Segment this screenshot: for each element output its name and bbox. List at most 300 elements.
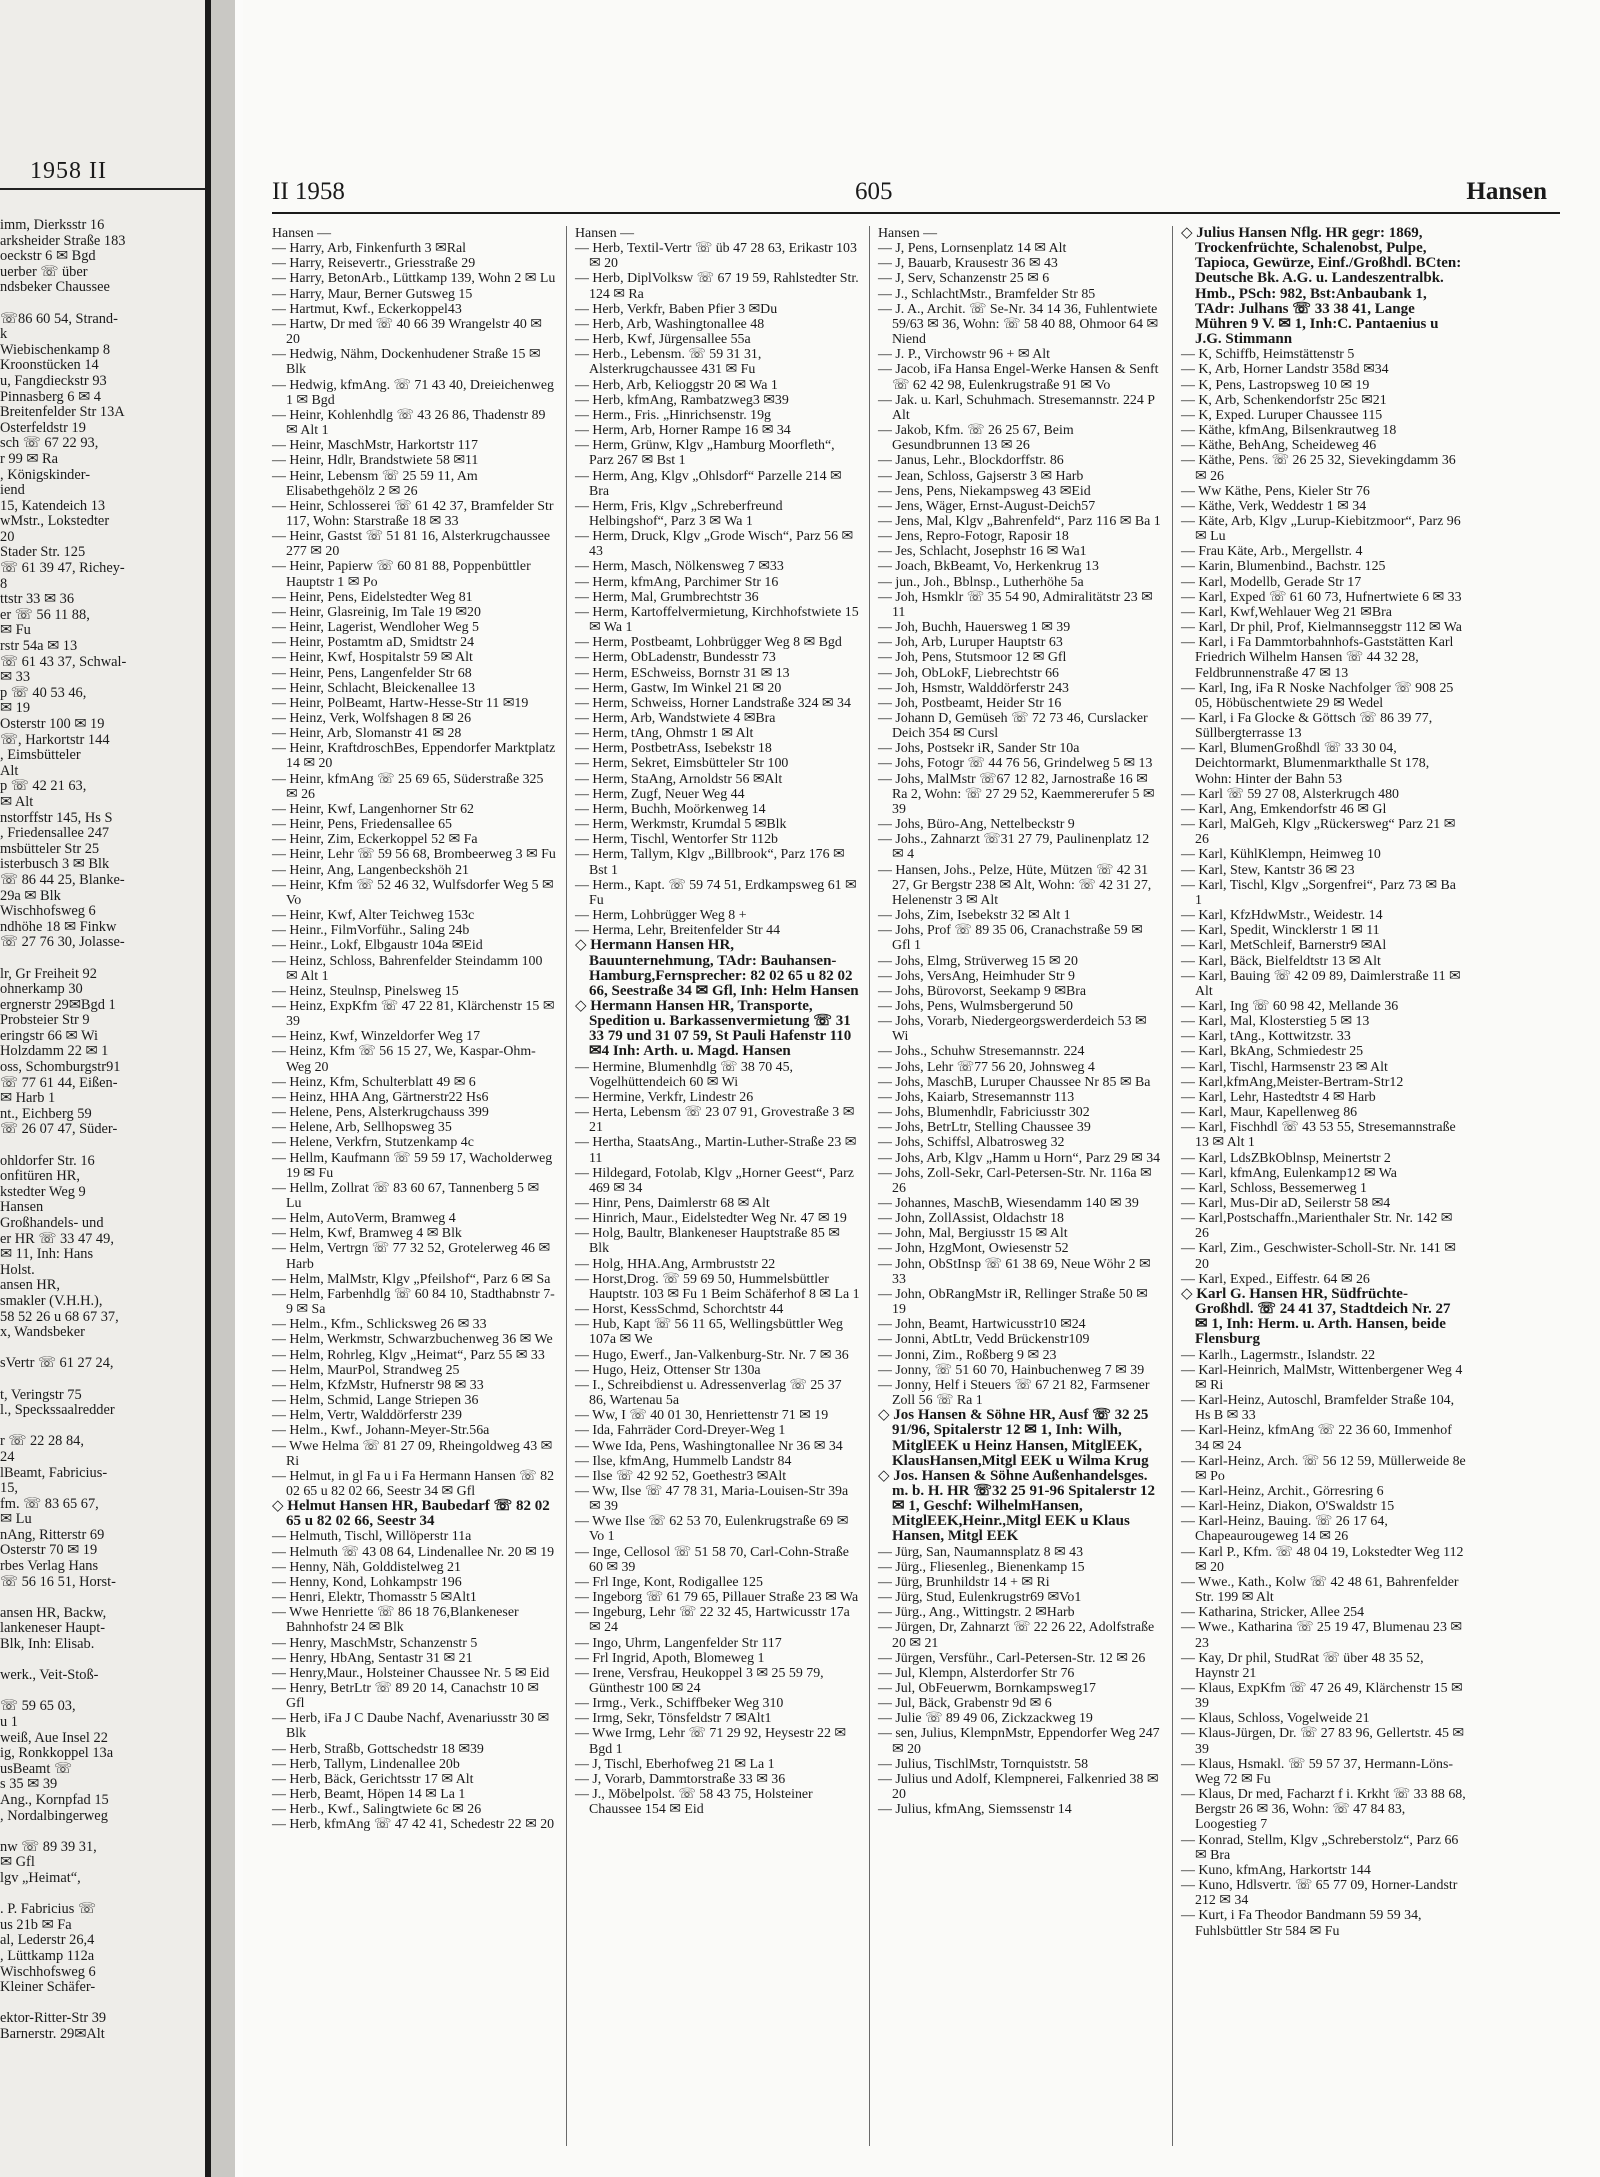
directory-entry: — Karl, Dr phil, Prof, Kielmannseggstr 112 ✉ Wa [1181, 620, 1462, 636]
directory-entry: — Heinr, Kwf, Langenhorner Str 62 [272, 801, 474, 817]
directory-entry: — Herm, Lohbrügger Weg 8 + [575, 908, 747, 924]
directory-entry: — Joach, BkBeamt, Vo, Herkenkrug 13 [878, 559, 1099, 575]
left-page-line: , Friedensallee 247 [0, 825, 110, 842]
directory-entry: — Karl, LdsZBkOblnsp, Meinertstr 2 [1181, 1150, 1391, 1166]
directory-entry: — Hedwig, kfmAng. ☏ 71 43 40, Dreieichenweg 1 ✉ Bgd [272, 377, 555, 408]
directory-entry: — Herm, tAng, Ohmstr 1 ✉ Alt [575, 726, 754, 742]
directory-entry: — Frau Käte, Arb., Mergellstr. 4 [1181, 544, 1363, 560]
directory-entry: — Herm., Fris. „Hinrichsenstr. 19g [575, 407, 771, 423]
left-page-line: ✉ Gfl [0, 1854, 35, 1871]
directory-entry: — Käthe, Pens. ☏ 26 25 32, Sievekingdamm 36 ✉ 26 [1181, 453, 1456, 484]
directory-entry: — Wwe., Katharina ☏ 25 19 47, Blumenau 23 ✉ 23 [1181, 1620, 1463, 1651]
left-page-line: nAng, Ritterstr 69 [0, 1526, 105, 1543]
directory-entry: — Holg, Baultr, Blankeneser Hauptstraße 85 ✉ Blk [575, 1226, 840, 1257]
page-header [272, 178, 1560, 208]
directory-entry: — Heinr, Kwf, Alter Teichweg 153c [272, 908, 475, 924]
directory-entry: — Heinr, PolBeamt, Hartw-Hesse-Str 11 ✉19 [272, 695, 529, 711]
directory-entry: — Helm., Kfm., Schlicksweg 26 ✉ 33 [272, 1317, 487, 1333]
directory-entry: — Ww Käthe, Pens, Kieler Str 76 [1181, 483, 1370, 499]
directory-entry: — Helmut, in gl Fa u i Fa Hermann Hansen ☏ 82 02 65 u 82 02 66, Seestr 34 ✉ Gfl [272, 1468, 555, 1499]
directory-entry: — Heinz, HHA Ang, Gärtnerstr22 Hs6 [272, 1089, 489, 1105]
directory-entry: — Johs., Zahnarzt ☏31 27 79, Paulinenplatz 12 ✉ 4 [878, 832, 1150, 863]
left-page-line: Osterstr 70 ✉ 19 [0, 1542, 98, 1559]
directory-entry: — jun., Joh., Bblnsp., Lutherhöhe 5a [878, 574, 1084, 590]
directory-entry: — Helene, Verkfrn, Stutzenkamp 4c [272, 1135, 474, 1151]
directory-entry: — Herm, Masch, Nölkensweg 7 ✉33 [575, 559, 784, 575]
directory-entry: — Karl-Heinz, Arch. ☏ 56 12 59, Müllerweide 8e ✉ Po [1181, 1453, 1466, 1484]
directory-column-2 [575, 226, 860, 1817]
directory-entry: — Herb, Bäck, Gerichtsstr 17 ✉ Alt [272, 1771, 474, 1787]
directory-entry: — Herm, Buchh, Moörkenweg 14 [575, 801, 766, 817]
left-page-line: onfitüren HR, [0, 1168, 80, 1185]
left-page-line: msbütteler Str 25 [0, 840, 100, 857]
directory-entry: — Joh, Arb, Luruper Hauptstr 63 [878, 635, 1063, 651]
left-page-line: lgv „Heimat“, [0, 1869, 81, 1886]
left-page-line: Probsteier Str 9 [0, 1012, 90, 1029]
directory-entry: — Harry, Maur, Berner Gutsweg 15 [272, 286, 473, 302]
column-divider [869, 226, 870, 2146]
left-page-line: Hansen [0, 1199, 44, 1216]
left-page-line: Großhandels- und [0, 1215, 104, 1231]
left-page-line: fm. ☏ 83 65 67, [0, 1495, 99, 1512]
directory-entry: — Johs, Lehr ☏77 56 20, Johnsweg 4 [878, 1059, 1095, 1075]
directory-entry: — Helm, Farbenhdlg ☏ 60 84 10, Stadthabnstr 7-9 ✉ Sa [272, 1286, 555, 1318]
directory-entry: — Jonni, AbtLtr, Vedd Brückenstr109 [878, 1332, 1090, 1348]
directory-columns [272, 226, 1560, 2156]
directory-entry: — Hedwig, Nähm, Dockenhudener Straße 15 ✉ Blk [272, 347, 541, 378]
directory-entry: — Karlh., Lagermstr., Islandstr. 22 [1181, 1347, 1376, 1363]
directory-entry: — Harry, Arb, Finkenfurth 3 ✉Ral [272, 241, 466, 257]
directory-entry: — Herm, Tischl, Wentorfer Str 112b [575, 832, 778, 848]
left-page-line: t, Veringstr 75 [0, 1386, 82, 1403]
directory-entry: — Karl, Mus-Dir aD, Seilerstr 58 ✉4 [1181, 1196, 1391, 1211]
directory-entry: — Herm, ESchweiss, Bornstr 31 ✉ 13 [575, 665, 790, 681]
left-page-line: Blk, Inh: Elisab. [0, 1636, 95, 1653]
directory-entry: — Hugo, Ewerf., Jan-Valkenburg-Str. Nr. 7 ✉ 36 [575, 1347, 849, 1363]
left-page-header: 1958 II [30, 158, 107, 184]
directory-entry: — Heinr., FilmVorführ., Saling 24b [272, 923, 470, 939]
directory-entry: — Heinz, Schloss, Bahrenfelder Steindamm 100 ✉ Alt 1 [272, 953, 543, 984]
directory-entry: — Hertha, StaatsAng., Martin-Luther-Straße 23 ✉ 11 [575, 1135, 857, 1166]
directory-entry: — Herb, Arb, Washingtonallee 48 [575, 316, 765, 332]
left-page-line: isterbusch 3 ✉ Blk [0, 856, 110, 873]
left-page-line: al, Lederstr 26,4 [0, 1932, 95, 1949]
directory-entry: — John, HzgMont, Owiesenstr 52 [878, 1241, 1069, 1257]
directory-entry: — Helmuth, Tischl, Willöperstr 11a [272, 1529, 472, 1545]
left-page-line: ✉ 19 [0, 700, 31, 717]
directory-entry: — Ingeborg ☏ 61 79 65, Pillauer Straße 23 ✉ Wa [575, 1590, 859, 1606]
directory-firm-entry: ◇ Karl G. Hansen HR, Südfrüchte-Großhdl. ☏ 24 41 37, Stadtdeich Nr. 27 ✉ 1, Inh: Herm. u. Arth. Hansen, beide Flensburg [1181, 1285, 1451, 1348]
directory-entry: — Wwe Helma ☏ 81 27 09, Rheingoldweg 43 ✉ Ri [272, 1438, 553, 1469]
directory-entry: — Hartw, Dr med ☏ 40 66 39 Wrangelstr 40 ✉ 20 [272, 316, 542, 348]
directory-entry: — J. P., Virchowstr 96 + ✉ Alt [878, 347, 1050, 363]
directory-entry: — J., Möbelpolst. ☏ 58 43 75, Holsteiner Chaussee 154 ✉ Eid [575, 1787, 813, 1818]
left-page-line: nt., Eichberg 59 [0, 1105, 92, 1122]
directory-entry: — Herm, Postbeamt, Lohbrügger Weg 8 ✉ Bgd [575, 635, 842, 651]
directory-entry: — Heinr, KraftdroschBes, Eppendorfer Marktplatz 14 ✉ 20 [272, 741, 556, 772]
directory-entry: — Jonni, Zim., Roßberg 9 ✉ 23 [878, 1347, 1057, 1363]
left-page-line: Osterfeldstr 19 [0, 419, 86, 436]
directory-entry: — Johs, BetrLtr, Stelling Chaussee 39 [878, 1120, 1091, 1136]
left-page-line: 20 [0, 528, 15, 545]
directory-entry: — Wwe., Kath., Kolw ☏ 42 48 61, Bahrenfelder Str. 199 ✉ Alt [1181, 1574, 1459, 1606]
directory-entry: — Karl P., Kfm. ☏ 48 04 19, Lokstedter Weg 112 ✉ 20 [1181, 1544, 1464, 1575]
directory-entry: — Helm, MalMstr, Klgv „Pfeilshof“, Parz 6 ✉ Sa [272, 1271, 551, 1287]
directory-entry: — Konrad, Stellm, Klgv „Schreberstolz“, Parz 66 ✉ Bra [1181, 1832, 1459, 1863]
directory-entry: — Klaus-Jürgen, Dr. ☏ 27 83 96, Gellertstr. 45 ✉ 39 [1181, 1726, 1465, 1757]
left-page-line [0, 1341, 205, 1357]
column-head: Hansen — [272, 226, 332, 241]
left-page-line: 29a ✉ Blk [0, 887, 61, 904]
left-page-line: Wiebischenkamp 8 [0, 341, 111, 358]
left-page-line: kstedter Weg 9 [0, 1183, 86, 1200]
left-page-line: p ☏ 40 53 46, [0, 684, 87, 701]
left-page-line: u, Fangdieckstr 93 [0, 372, 107, 389]
directory-entry: — Jens, Repro-Fotogr, Raposir 18 [878, 529, 1069, 545]
left-page-line: Barnerstr. 29✉Alt [0, 2025, 105, 2042]
directory-entry: — Herm, ObLadenstr, Bundesstr 73 [575, 650, 776, 666]
directory-entry: — Julius, TischlMstr, Tornquiststr. 58 [878, 1756, 1089, 1772]
directory-entry: — John, ObRangMstr iR, Rellinger Straße 50 ✉ 19 [878, 1286, 1148, 1318]
directory-entry: — Ingo, Uhrm, Langenfelder Str 117 [575, 1635, 782, 1651]
directory-entry: — Helm, MaurPol, Strandweg 25 [272, 1362, 460, 1378]
directory-entry: — Klaus, Hsmakl. ☏ 59 57 37, Hermann-Löns-Weg 72 ✉ Fu [1181, 1756, 1453, 1787]
directory-entry: — Henri, Elektr, Thomasstr 5 ✉Alt1 [272, 1590, 477, 1606]
directory-entry: — Käthe, Verk, Weddestr 1 ✉ 34 [1181, 498, 1367, 514]
directory-entry: — Helm, KfzMstr, Hufnerstr 98 ✉ 33 [272, 1377, 484, 1393]
left-page-line: sVertr ☏ 61 27 24, [0, 1355, 114, 1372]
directory-entry: — Karl, Schloss, Bessemerweg 1 [1181, 1180, 1367, 1196]
directory-entry: — Heinr, kfmAng ☏ 25 69 65, Süderstraße 325 ✉ 26 [272, 771, 544, 802]
directory-entry: — Karl, Ing ☏ 60 98 42, Mellande 36 [1181, 998, 1399, 1014]
left-page-line [0, 296, 205, 312]
left-page-line [0, 1824, 205, 1840]
directory-entry: — Herm, Arb, Wandstwiete 4 ✉Bra [575, 711, 776, 726]
directory-entry: — Heinr, Glasreinig, Im Tale 19 ✉20 [272, 604, 481, 620]
directory-entry: — Karl, Tischl, Harmsenstr 23 ✉ Alt [1181, 1059, 1388, 1075]
left-page-line: ☏ 26 07 47, Süder- [0, 1121, 118, 1138]
directory-entry: — Karl, kfmAng, Eulenkamp12 ✉ Wa [1181, 1165, 1397, 1181]
directory-entry: — Johs, Kaiarb, Stresemannstr 113 [878, 1089, 1075, 1105]
directory-entry: — Heinz, Kfm ☏ 56 15 27, We, Kaspar-Ohm-Weg 20 [272, 1044, 536, 1075]
directory-entry: — Ww, I ☏ 40 01 30, Henriettenstr 71 ✉ 19 [575, 1408, 829, 1424]
directory-entry: — Joh, Hsmklr ☏ 35 54 90, Admiralitätstr 23 ✉ 11 [878, 589, 1153, 620]
left-page-line: ektor-Ritter-Str 39 [0, 2010, 107, 2027]
left-page-line: r ☏ 22 28 84, [0, 1433, 84, 1450]
left-page-line: eringstr 66 ✉ Wi [0, 1027, 98, 1044]
directory-entry: — Heinr, Schlosserei ☏ 61 42 37, Bramfelder Str 117, Wohn: Starstraße 18 ✉ 33 [272, 498, 554, 529]
directory-entry: — Irmg, Sekr, Tönsfeldstr 7 ✉Alt1 [575, 1711, 772, 1727]
left-page-line: sch ☏ 67 22 93, [0, 435, 99, 452]
directory-entry: — Johs, MaschB, Luruper Chaussee Nr 85 ✉ Ba [878, 1074, 1151, 1090]
directory-entry: — Karl-Heinz, kfmAng ☏ 22 36 60, Immenhof 34 ✉ 24 [1181, 1423, 1452, 1454]
directory-entry: — Wwe Ida, Pens, Washingtonallee Nr 36 ✉ 34 [575, 1438, 843, 1454]
directory-entry: — Herb., Lebensm. ☏ 59 31 31, Alsterkrugchaussee 431 ✉ Fu [575, 347, 762, 378]
directory-entry: — Ilse, kfmAng, Hummelb Landstr 84 [575, 1453, 792, 1469]
directory-entry: — K, Arb, Horner Landstr 358d ✉34 [1181, 362, 1389, 378]
directory-entry: — Herm, Mal, Grumbrechtstr 36 [575, 589, 759, 605]
directory-entry: — Joh, ObLokF, Liebrechtstr 66 [878, 665, 1059, 681]
left-page-line: lBeamt, Fabricius- [0, 1464, 108, 1481]
left-page-line: Wischhofsweg 6 [0, 1963, 96, 1980]
directory-entry: — Horst,Drog. ☏ 59 69 50, Hummelsbüttler Hauptstr. 103 ✉ Fu 1 Beim Schäferhof 8 ✉ La 1 [575, 1271, 860, 1302]
left-page-line: 24 [0, 1448, 15, 1465]
left-page-line: 15, [0, 1480, 18, 1497]
directory-firm-entry: ◇ Helmut Hansen HR, Baubedarf ☏ 82 02 65 u 82 02 66, Seestr 34 [272, 1498, 550, 1530]
left-page-line: ✉ Fu [0, 622, 31, 639]
directory-entry: — K, Pens, Lastropsweg 10 ✉ 19 [1181, 377, 1370, 393]
left-page-line: ansen HR, Backw, [0, 1604, 107, 1621]
directory-entry: — Karl, Ang, Emkendorfstr 46 ✉ Gl [1181, 801, 1387, 817]
page-number: 605 [855, 178, 893, 205]
directory-entry: — Helm, Kwf, Bramweg 4 ✉ Blk [272, 1226, 462, 1242]
left-page-line [0, 1590, 205, 1606]
directory-entry: — Kuno, kfmAng, Harkortstr 144 [1181, 1862, 1371, 1878]
directory-entry: — Karl, Fischhdl ☏ 43 53 55, Stresemannstraße 13 ✉ Alt 1 [1181, 1120, 1456, 1151]
directory-entry: — Jakob, Kfm. ☏ 26 25 67, Beim Gesundbrunnen 13 ✉ 26 [878, 423, 1074, 454]
directory-entry: — Herm, Grünw, Klgv „Hamburg Moorfleth“, Parz 267 ✉ Bst 1 [575, 438, 835, 469]
directory-entry: — Herm, Zugf, Neuer Weg 44 [575, 786, 745, 802]
directory-entry: — Frl Inge, Kont, Rodigallee 125 [575, 1574, 763, 1590]
directory-entry: — Karl, BlumenGroßhdl ☏ 33 30 04, Deichtormarkt, Blumenmarkthalle St 178, Wohn: Hinter der Bahn 53 [1181, 741, 1430, 787]
directory-entry: — Heinr, Gastst ☏ 51 81 16, Alsterkrugchaussee 277 ✉ 20 [272, 529, 550, 560]
directory-entry: — Jens, Mal, Klgv „Bahrenfeld“, Parz 116 ✉ Ba 1 [878, 513, 1161, 529]
directory-firm-entry: ◇ Hermann Hansen HR, Bauunternehmung, TAdr: Bauhansen-Hamburg,Fernsprecher: 82 02 65 u 82 02 66, Seestraße 34 ✉ Gfl, Inh: Helm Hansen [575, 937, 859, 999]
directory-page [243, 0, 1600, 2177]
directory-entry: — Johs, Schiffsl, Albatrosweg 32 [878, 1135, 1065, 1151]
directory-entry: — Hinrich, Maur., Eidelstedter Weg Nr. 47 ✉ 19 [575, 1211, 847, 1227]
directory-entry: — Hub, Kapt ☏ 56 11 65, Wellingsbüttler Weg 107a ✉ We [575, 1317, 843, 1348]
directory-entry: — Herb, Straßb, Gottschedstr 18 ✉39 [272, 1741, 484, 1757]
directory-entry: — Horst, KessSchmd, Schorchtstr 44 [575, 1302, 784, 1318]
directory-entry: — Joh, Buchh, Hauersweg 1 ✉ 39 [878, 620, 1071, 636]
left-page-line: ig, Ronkkoppel 13a [0, 1745, 114, 1762]
directory-entry: — Karl, KfzHdwMstr., Weidestr. 14 [1181, 908, 1383, 924]
directory-entry: — Jes, Schlacht, Josephstr 16 ✉ Wa1 [878, 544, 1087, 560]
directory-entry: — Wwe Irmg, Lehr ☏ 71 29 92, Heysestr 22 ✉ Bgd 1 [575, 1726, 847, 1757]
left-page-line: er ☏ 56 11 88, [0, 606, 90, 623]
directory-entry: — Herb, kfmAng, Rambatzweg3 ✉39 [575, 392, 789, 408]
left-page-line: Holst. [0, 1261, 35, 1278]
left-page-line: Kroonstücken 14 [0, 357, 99, 374]
directory-entry: — Karl, Bäck, Bielfeldtstr 13 ✉ Alt [1181, 953, 1381, 969]
directory-entry: — Käthe, BehAng, Scheideweg 46 [1181, 438, 1377, 454]
directory-entry: — John, ZollAssist, Oldachstr 18 [878, 1211, 1064, 1227]
directory-entry: — Kay, Dr phil, StudRat ☏ über 48 35 52, Haynstr 21 [1181, 1650, 1424, 1681]
directory-entry: — Karl,kfmAng,Meister-Bertram-Str12 [1181, 1074, 1404, 1090]
left-page-line: nw ☏ 89 39 31, [0, 1838, 97, 1855]
directory-entry: — Johannes, MaschB, Wiesendamm 140 ✉ 39 [878, 1196, 1139, 1211]
directory-entry: — Herb, Beamt, Höpen 14 ✉ La 1 [272, 1787, 466, 1803]
directory-entry: — Harry, BetonArb., Lüttkamp 139, Wohn 2 ✉ Lu [272, 271, 556, 287]
directory-column-4 [1181, 226, 1466, 1939]
directory-entry: — Karl, Stew, Kantstr 36 ✉ 23 [1181, 862, 1355, 878]
directory-entry: — Heinr, Lehr ☏ 59 56 68, Brombeerweg 3 ✉ Fu [272, 847, 556, 863]
column-head: Hansen — [878, 226, 938, 241]
directory-entry: — J, Serv, Schanzenstr 25 ✉ 6 [878, 271, 1050, 287]
directory-entry: — Heinr, Kohlenhdlg ☏ 43 26 86, Thadenstr 89 ✉ Alt 1 [272, 407, 546, 439]
directory-entry: — Jonny, ☏ 51 60 70, Hainbuchenweg 7 ✉ 39 [878, 1362, 1145, 1378]
directory-entry: — Hellm, Kaufmann ☏ 59 59 17, Wacholderweg 19 ✉ Fu [272, 1150, 553, 1181]
directory-entry: — Heinr, MaschMstr, Harkortstr 117 [272, 438, 478, 454]
directory-entry: — Karl-Heinz, Archit., Görresring 6 [1181, 1483, 1384, 1499]
left-page-line: Pinnasberg 6 ✉ 4 [0, 388, 101, 405]
directory-entry: — Herb, DiplVolksw ☏ 67 19 59, Rahlstedter Str. 124 ✉ Ra [575, 271, 859, 302]
left-page-line [0, 1372, 205, 1388]
directory-entry: — Karl, Tischl, Klgv „Sorgenfrei“, Parz 73 ✉ Ba 1 [1181, 877, 1456, 908]
directory-entry: — Karl, KühlKlempn, Heimweg 10 [1181, 847, 1381, 863]
directory-entry: — Jul, Bäck, Grabenstr 9d ✉ 6 [878, 1696, 1052, 1712]
header-rule [272, 212, 1560, 214]
left-page-line: p ☏ 42 21 63, [0, 778, 87, 795]
directory-entry: — Herm, kfmAng, Parchimer Str 16 [575, 574, 779, 590]
directory-entry: — Heinz, ExpKfm ☏ 47 22 81, Klärchenstr 15 ✉ 39 [272, 998, 555, 1030]
directory-entry: — J, Pens, Lornsenplatz 14 ✉ Alt [878, 241, 1067, 257]
directory-entry: — Jens, Pens, Niekampsweg 43 ✉Eid [878, 483, 1091, 499]
directory-entry: — Johs, VersAng, Heimhuder Str 9 [878, 968, 1075, 984]
left-page-line: ndhöhe 18 ✉ Finkw [0, 918, 117, 935]
directory-entry: — Karl, Mal, Klosterstieg 5 ✉ 13 [1181, 1014, 1370, 1030]
directory-entry: — Jacob, iFa Hansa Engel-Werke Hansen & Senft ☏ 62 42 98, Eulenkrugstraße 91 ✉ Vo [878, 362, 1159, 393]
directory-entry: — Heinr, Zim, Eckerkoppel 52 ✉ Fa [272, 832, 478, 848]
directory-entry: — Frl Ingrid, Apoth, Blomeweg 1 [575, 1650, 765, 1666]
directory-entry: — Klaus, ExpKfm ☏ 47 26 49, Klärchenstr 15 ✉ 39 [1181, 1681, 1463, 1712]
directory-entry: — Helene, Pens, Alsterkrugchauss 399 [272, 1105, 489, 1121]
directory-entry: — K, Arb, Schenkendorfstr 25c ✉21 [1181, 392, 1387, 408]
left-page-line: ✉ Alt [0, 793, 34, 810]
directory-entry: — Ingeburg, Lehr ☏ 22 32 45, Hartwicusstr 17a ✉ 24 [575, 1605, 850, 1636]
directory-entry: — Julie ☏ 89 49 06, Zickzackweg 19 [878, 1711, 1093, 1727]
directory-entry: — Jürg, Brunhildstr 14 + ✉ Ri [878, 1574, 1050, 1590]
left-page-line: Stader Str. 125 [0, 544, 86, 561]
directory-entry: — Johs, Vorarb, Niedergeorgswerderdeich 53 ✉ Wi [878, 1014, 1147, 1045]
directory-entry: — Helm, Werkmstr, Schwarzbuchenweg 36 ✉ We [272, 1332, 553, 1348]
left-page-line: uerber ☏ über [0, 263, 88, 280]
left-page-line: r 99 ✉ Ra [0, 450, 59, 467]
directory-entry: — Heinr, Pens, Friedensallee 65 [272, 817, 452, 833]
directory-entry: — Julius, kfmAng, Siemssenstr 14 [878, 1802, 1072, 1818]
directory-entry: — Jak. u. Karl, Schuhmach. Stresemannstr. 224 P Alt [878, 392, 1155, 423]
left-page-line: Wischhofsweg 6 [0, 903, 96, 920]
directory-entry: — Karl, tAng., Kottwitzstr. 33 [1181, 1029, 1351, 1045]
left-page-line: Osterstr 100 ✉ 19 [0, 716, 105, 732]
directory-entry: — Helm, AutoVerm, Bramweg 4 [272, 1211, 456, 1227]
directory-entry: — Jürgen, Dr, Zahnarzt ☏ 22 26 22, Adolfstraße 20 ✉ 21 [878, 1620, 1155, 1651]
directory-entry: — Karl-Heinz, Bauing. ☏ 26 17 64, Chapeaurougeweg 14 ✉ 26 [1181, 1514, 1388, 1545]
running-name: Hansen [1466, 178, 1547, 205]
directory-entry: — Heinr, Pens, Eidelstedter Weg 81 [272, 589, 473, 605]
directory-entry: — Karl, MalGeh, Klgv „Rückersweg“ Parz 21 ✉ 26 [1181, 817, 1456, 848]
left-page-line: Ang., Kornpfad 15 [0, 1791, 109, 1808]
directory-entry: — Herm, Kartoffelvermietung, Kirchhofstwiete 15 ✉ Wa 1 [575, 604, 859, 636]
directory-firm-entry: ◇ Jos Hansen & Söhne HR, Ausf ☏ 32 25 91/96, Spitalerstr 12 ✉ 1, Inh: Wilh, MitglEEK u Heinz Hansen, MitglEEK, KlausHansen,Mitgl EEK u Wilma Krug [878, 1407, 1149, 1469]
directory-entry: — Herm, Fris, Klgv „Schreberfreund Helbingshof“, Parz 3 ✉ Wa 1 [575, 498, 783, 529]
left-page-line: ✉ Lu [0, 1511, 32, 1528]
directory-entry: — Hildegard, Fotolab, Klgv „Horner Geest“, Parz 469 ✉ 34 [575, 1165, 854, 1196]
directory-entry: — Johs, MalMstr ☏67 12 82, Jarnostraße 16 ✉ Ra 2, Wohn: ☏ 27 29 52, Kaemmererufer 5 ✉ 39 [878, 771, 1155, 817]
left-page-line: , Nordalbingerweg [0, 1807, 108, 1824]
directory-entry: — Jens, Wäger, Ernst-August-Deich57 [878, 498, 1096, 514]
directory-entry: — Helm, Vertrgn ☏ 77 32 52, Grotelerweg 46 ✉ Harb [272, 1241, 551, 1272]
directory-entry: — Hugo, Heiz, Ottenser Str 130a [575, 1362, 761, 1378]
left-page-line [0, 1653, 205, 1669]
left-page-line: . P. Fabricius ☏ [0, 1901, 96, 1918]
left-page-line [0, 951, 205, 967]
directory-entry: — Karl-Heinz, Autoschl, Bramfelder Straße 104, Hs B ✉ 33 [1181, 1393, 1455, 1424]
left-page-line: , Eimsbütteler [0, 747, 81, 764]
left-page-line: arksheider Straße 183 [0, 232, 126, 249]
left-page-line: ☏ 86 44 25, Blanke- [0, 871, 125, 888]
directory-entry: — Helm, Rohrleg, Klgv „Heimat“, Parz 55 ✉ 33 [272, 1347, 545, 1363]
directory-entry: — Heinr, Arb, Slomanstr 41 ✉ 28 [272, 726, 462, 742]
left-page-line: smakler (V.H.H.), [0, 1292, 103, 1309]
left-page-line: imm, Dierksstr 16 [0, 217, 105, 233]
left-page-line: 58 52 26 u 68 67 37, [0, 1308, 119, 1325]
directory-entry: — Karl, Exped., Eiffestr. 64 ✉ 26 [1181, 1271, 1370, 1287]
directory-entry: — Käte, Arb, Klgv „Lurup-Kiebitzmoor“, Parz 96 ✉ Lu [1181, 513, 1461, 545]
directory-entry: — Herm., Kapt. ☏ 59 74 51, Erdkampsweg 61 ✉ Fu [575, 877, 857, 908]
directory-entry: — Karl, MetSchleif, Barnerstr9 ✉Al [1181, 938, 1387, 954]
directory-entry: — Herb, Textil-Vertr ☏ üb 47 28 63, Erikastr 103 ✉ 20 [575, 241, 857, 272]
directory-entry: — Herm, StaAng, Arnoldstr 56 ✉Alt [575, 771, 783, 787]
left-page-line: lr, Gr Freiheit 92 [0, 965, 97, 982]
directory-entry: — Karl-Heinz, Diakon, O'Swaldstr 15 [1181, 1499, 1395, 1515]
directory-entry: — Herb, Tallym, Lindenallee 20b [272, 1756, 460, 1772]
directory-entry: — Johann D, Gemüseh ☏ 72 73 46, Curslacker Deich 354 ✉ Cursl [878, 711, 1148, 742]
directory-entry: — Herb., Kwf., Salingtwiete 6c ✉ 26 [272, 1802, 482, 1818]
directory-entry: — John, ObStInsp ☏ 61 38 69, Neue Wöhr 2 ✉ 33 [878, 1256, 1151, 1287]
directory-entry: — Joh, Pens, Stutsmoor 12 ✉ Gfl [878, 650, 1067, 666]
directory-entry: — Heinr, Lagerist, Wendloher Weg 5 [272, 620, 479, 636]
directory-entry: — Herm, Druck, Klgv „Grode Wisch“, Parz 56 ✉ 43 [575, 529, 854, 560]
left-page-line: ttstr 33 ✉ 36 [0, 591, 75, 608]
left-page-line: k [0, 326, 8, 343]
column-divider [1172, 226, 1173, 2146]
directory-entry: — John, Beamt, Hartwicusstr10 ✉24 [878, 1317, 1086, 1333]
directory-entry: — Karl, i Fa Dammtorbahnhofs-Gaststätten Karl Friedrich Wilhelm Hansen ☏ 44 32 28, Feldbrunnenstraße 47 ✉ 13 [1181, 635, 1454, 681]
directory-entry: — Jürgen, Versführ., Carl-Petersen-Str. 12 ✉ 26 [878, 1650, 1146, 1666]
left-page-line: Kleiner Schäfer- [0, 1979, 96, 1996]
directory-entry: — Käthe, kfmAng, Bilsenkrautweg 18 [1181, 423, 1397, 439]
left-page-line [0, 1887, 205, 1903]
left-page-line [0, 1684, 205, 1700]
left-page-line: ohnerkamp 30 [0, 981, 83, 998]
directory-entry: — Inge, Cellosol ☏ 51 58 70, Carl-Cohn-Straße 60 ✉ 39 [575, 1544, 849, 1575]
directory-entry: — Karl, i Fa Glocke & Göttsch ☏ 86 39 77, Süllbergterrasse 13 [1181, 711, 1433, 742]
left-page-line: us 21b ✉ Fa [0, 1916, 72, 1933]
left-page-line: er HR ☏ 33 47 49, [0, 1230, 114, 1247]
left-page-rule [0, 188, 205, 190]
left-page-line: 15, Katendeich 13 [0, 497, 106, 514]
left-page-line: ndsbeker Chaussee [0, 279, 110, 296]
directory-entry: — Hartmut, Kwf., Eckerkoppel43 [272, 301, 462, 317]
left-page-line: ☏86 60 54, Strand- [0, 310, 118, 327]
directory-entry: — Karl, Exped ☏ 61 60 73, Hufnertwiete 6 ✉ 33 [1181, 589, 1462, 605]
left-page-line: rbes Verlag Hans [0, 1558, 99, 1575]
left-page-line: ☏ 59 65 03, [0, 1698, 76, 1715]
directory-entry: — Heinr, Lebensm ☏ 25 59 11, Am Elisabethgehölz 2 ✉ 26 [272, 468, 478, 499]
directory-entry: — Heinr, Hdlr, Brandstwiete 58 ✉11 [272, 453, 479, 469]
left-page-line: rstr 54a ✉ 13 [0, 638, 78, 655]
left-page-line: ☏ 61 39 47, Richey- [0, 560, 125, 577]
directory-entry: — Herma, Lehr, Breitenfelder Str 44 [575, 923, 781, 939]
directory-entry: — Wwe Henriette ☏ 86 18 76,Blankeneser Bahnhofstr 24 ✉ Blk [272, 1605, 519, 1636]
directory-entry: — Herm, Gastw, Im Winkel 21 ✉ 20 [575, 680, 782, 696]
directory-entry: — Henry,Maur., Holsteiner Chaussee Nr. 5 ✉ Eid [272, 1665, 550, 1681]
left-page-line: lankeneser Haupt- [0, 1620, 106, 1637]
directory-entry: — Herm, Ang, Klgv „Ohlsdorf“ Parzelle 214 ✉ Bra [575, 468, 842, 499]
directory-entry: — Henny, Näh, Golddistelweg 21 [272, 1559, 461, 1575]
